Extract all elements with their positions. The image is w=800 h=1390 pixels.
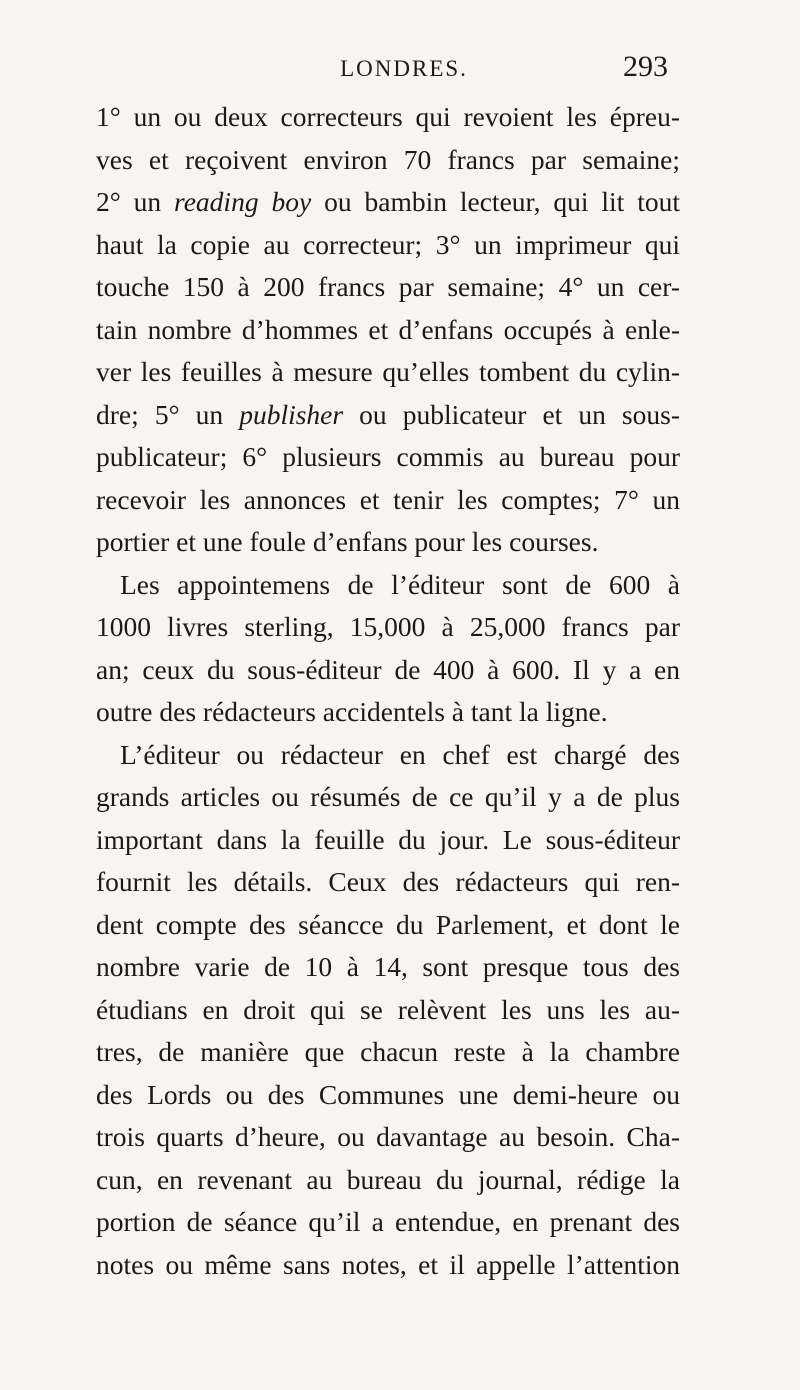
body-text [96, 96, 680, 1286]
text-line: outre des rédacteurs accidentels à tant la ligne. [96, 696, 608, 727]
text-line: dre; 5° un publisher ou publicateur et un sous- [96, 398, 680, 430]
text-line: Les appointemens de l’éditeur sont de 600 à [120, 568, 680, 600]
text-line: touche 150 à 200 francs par semaine; 4° un cer- [96, 271, 680, 302]
text-line: des Lords ou des Communes une demi-heure ou [96, 1078, 680, 1110]
text-line: an; ceux du sous-éditeur de 400 à 600. Il y a en [96, 653, 680, 685]
text-line: haut la copie au correcteur; 3° un imprimeur qui [96, 228, 680, 260]
text-line: cun, en revenant au bureau du journal, rédige la [96, 1163, 680, 1195]
text-line: important dans la feuille du jour. Le sous-éditeur [96, 823, 680, 855]
text-line: fournit les détails. Ceux des rédacteurs qui ren- [96, 866, 680, 897]
italic-term: publisher [239, 398, 344, 430]
italic-term: reading boy [174, 186, 312, 217]
text-line: 1° un ou deux correcteurs qui revoient les épreu- [96, 101, 680, 132]
text-line: 2° un reading boy ou bambin lecteur, qui lit tout [96, 186, 680, 217]
text-line: nombre varie de 10 à 14, sont presque tous des [96, 951, 680, 982]
text-line: tres, de manière que chacun reste à la chambre [96, 1036, 680, 1067]
text-line: grands articles ou résumés de ce qu’il y a de plus [96, 781, 680, 812]
text-line: notes ou même sans notes, et il appelle l’attention [96, 1248, 680, 1280]
text-line: ves et reçoivent environ 70 francs par semaine; [96, 143, 680, 175]
text-line: étudians en droit qui se relèvent les uns les au- [96, 993, 680, 1025]
text-line: portier et une foule d’enfans pour les courses. [96, 526, 599, 557]
text-line: publicateur; 6° plusieurs commis au bureau pour [96, 441, 680, 472]
running-title: LONDRES. [340, 56, 468, 81]
text-line: portion de séance qu’il a entendue, en prenant des [96, 1206, 680, 1237]
running-head [140, 50, 668, 90]
text-line: ver les feuilles à mesure qu’elles tombent du cylin- [96, 356, 680, 387]
text-line: dent compte des séancce du Parlement, et dont le [96, 908, 680, 940]
text-line: tain nombre d’hommes et d’enfans occupés à enle- [96, 313, 680, 345]
text-line: L’éditeur ou rédacteur en chef est chargé des [120, 738, 680, 770]
page-number: 293 [623, 50, 668, 83]
text-line: recevoir les annonces et tenir les comptes; 7° un [96, 483, 680, 515]
text-line: 1000 livres sterling, 15,000 à 25,000 francs par [96, 611, 680, 642]
text-line: trois quarts d’heure, ou davantage au besoin. Cha- [96, 1121, 680, 1152]
